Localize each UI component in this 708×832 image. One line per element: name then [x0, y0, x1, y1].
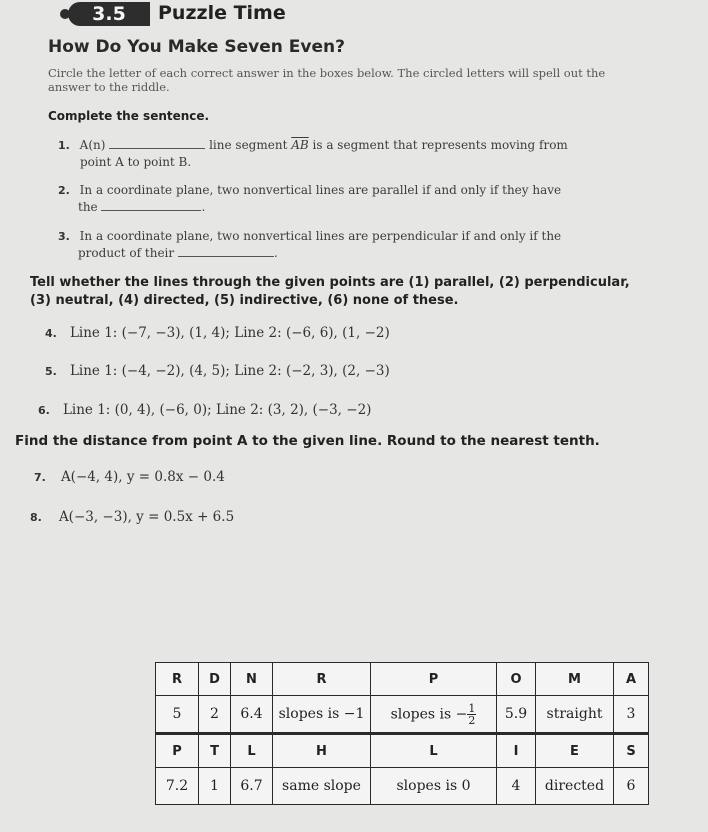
- answer-value: 6.7: [231, 768, 273, 805]
- answer-value: slopes is −1: [273, 696, 371, 734]
- fraction-numerator: 1: [468, 701, 476, 715]
- answer-value: 4: [497, 768, 536, 805]
- answer-value: same slope: [273, 768, 371, 805]
- answer-value: 6: [614, 768, 649, 805]
- answer-letter[interactable]: P: [156, 734, 199, 768]
- answer-value: 2: [199, 696, 231, 734]
- q3-answer-blank[interactable]: [178, 256, 274, 257]
- answer-value: 6.4: [231, 696, 273, 734]
- q1-answer-blank[interactable]: [109, 148, 205, 149]
- answer-value: straight: [536, 696, 614, 734]
- q6-text: Line 1: (0, 4), (−6, 0); Line 2: (3, 2), (−3, −2): [62, 402, 372, 418]
- fraction: [467, 703, 476, 726]
- fraction-denominator: 2: [468, 713, 476, 727]
- q2-text-a: In a coordinate plane, two nonvertical lines are parallel if and only if they have: [79, 183, 562, 197]
- riddle-title: How Do You Make Seven Even?: [48, 37, 345, 57]
- q3-text-a: In a coordinate plane, two nonvertical lines are perpendicular if and only if the: [79, 229, 562, 243]
- answer-value: 7.2: [156, 768, 199, 805]
- letters-row-2: [156, 734, 649, 768]
- answer-letter[interactable]: S: [614, 734, 649, 768]
- q4-text: Line 1: (−7, −3), (1, 4); Line 2: (−6, 6), (1, −2): [69, 325, 390, 341]
- letters-row-1: [156, 663, 649, 696]
- answer-letter[interactable]: R: [273, 663, 371, 696]
- q2-period: .: [201, 200, 206, 214]
- q3-text-b: product of their: [78, 246, 175, 260]
- values-row-1: [156, 696, 649, 734]
- question-4: [45, 322, 390, 341]
- values-row-2: [156, 768, 649, 805]
- answer-letter[interactable]: P: [371, 663, 497, 696]
- answer-letter[interactable]: L: [231, 734, 273, 768]
- answer-letter[interactable]: O: [497, 663, 536, 696]
- question-7: [34, 466, 225, 485]
- question-5: [45, 360, 390, 379]
- answer-letter[interactable]: L: [371, 734, 497, 768]
- q1-segment: $\overline{AB}$: [291, 138, 309, 152]
- fraction-prefix: slopes is: [390, 706, 452, 722]
- q1-text-b: line segment: [209, 138, 288, 152]
- q2-number: 2.: [58, 184, 70, 197]
- q7-number: 7.: [34, 471, 46, 484]
- question-3: [58, 228, 658, 261]
- answer-letter[interactable]: T: [199, 734, 231, 768]
- answer-letter[interactable]: R: [156, 663, 199, 696]
- answer-letter[interactable]: A: [614, 663, 649, 696]
- question-2: [58, 182, 658, 215]
- q8-text: A(−3, −3), y = 0.5x + 6.5: [58, 509, 235, 525]
- answer-letter[interactable]: H: [273, 734, 371, 768]
- q3-number: 3.: [58, 230, 70, 243]
- answer-value: slopes is 0: [371, 768, 497, 805]
- q5-number: 5.: [45, 365, 57, 378]
- q1-number: 1.: [58, 139, 70, 152]
- q8-number: 8.: [30, 511, 42, 524]
- page-title: Puzzle Time: [158, 2, 286, 24]
- answer-letter[interactable]: E: [536, 734, 614, 768]
- q1-text-a: A(n): [79, 138, 106, 152]
- q6-number: 6.: [38, 404, 50, 417]
- answer-value: 3: [614, 696, 649, 734]
- tell-heading: Tell whether the lines through the given points are (1) parallel, (2) perpendicular, (3) neutral, (4) directed, (5) indirective, (6) none of these.: [30, 275, 630, 308]
- answer-value-fraction: [371, 696, 497, 734]
- q1-text-c: is a segment that represents moving from: [312, 138, 568, 152]
- fraction-sign: −: [455, 706, 468, 722]
- q1-text-d: point A to point B.: [80, 155, 192, 169]
- distance-heading: Find the distance from point A to the given line. Round to the nearest tenth.: [15, 433, 600, 449]
- q2-text-b: the: [78, 200, 98, 214]
- q7-text: A(−4, 4), y = 0.8x − 0.4: [60, 469, 225, 485]
- answer-key-table: [155, 662, 649, 805]
- answer-value: directed: [536, 768, 614, 805]
- complete-heading: Complete the sentence.: [48, 109, 210, 123]
- question-1: [58, 137, 658, 170]
- answer-letter[interactable]: D: [199, 663, 231, 696]
- q3-period: .: [273, 246, 278, 260]
- answer-letter[interactable]: N: [231, 663, 273, 696]
- question-6: [38, 399, 371, 418]
- answer-letter[interactable]: I: [497, 734, 536, 768]
- q4-number: 4.: [45, 327, 57, 340]
- q2-answer-blank[interactable]: [101, 210, 201, 211]
- answer-value: 5.9: [497, 696, 536, 734]
- answer-value: 1: [199, 768, 231, 805]
- instructions: Circle the letter of each correct answer in the boxes below. The circled letters will spell out the answer to the riddle.: [48, 66, 606, 94]
- answer-value: 5: [156, 696, 199, 734]
- question-8: [30, 506, 234, 525]
- section-badge: 3.5: [68, 2, 150, 26]
- answer-letter[interactable]: M: [536, 663, 614, 696]
- q5-text: Line 1: (−4, −2), (4, 5); Line 2: (−2, 3), (2, −3): [69, 363, 390, 379]
